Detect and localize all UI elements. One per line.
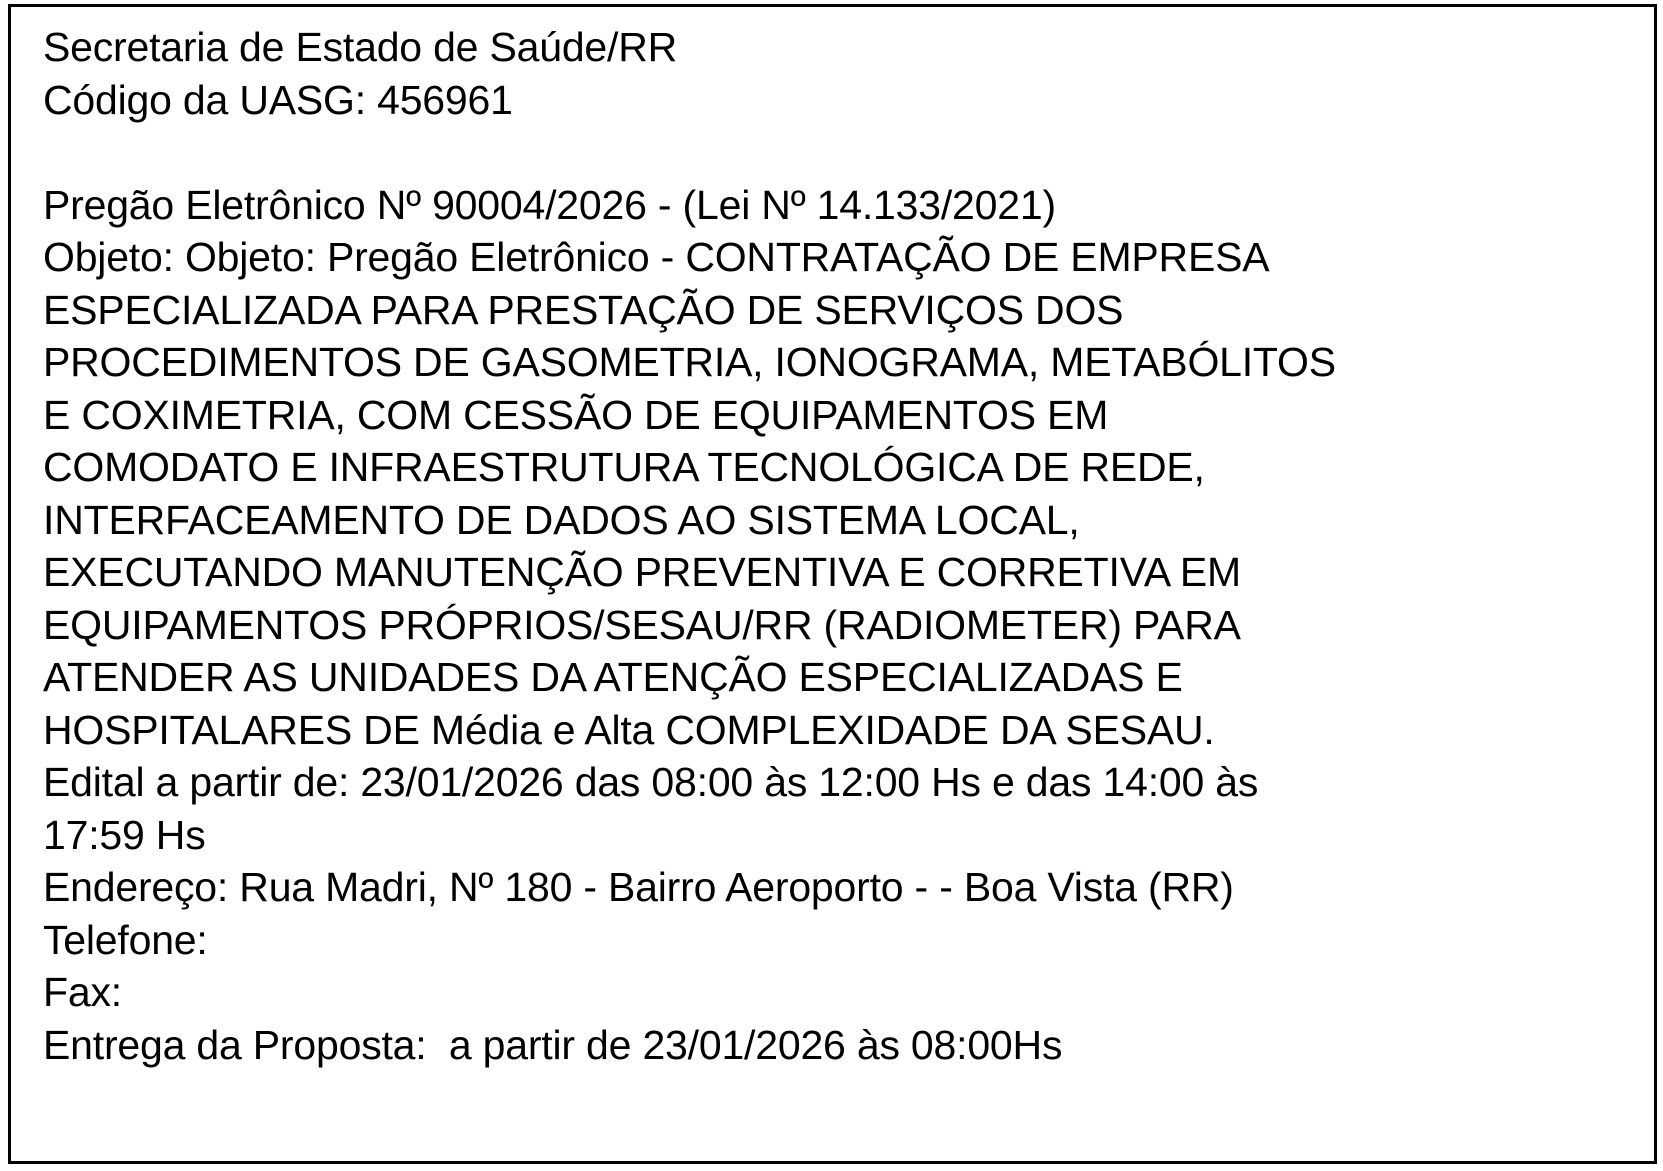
fax-line: Fax: [43,969,122,1015]
edital-line: Edital a partir de: 23/01/2026 das 08:00 às 12:00 Hs e das 14:00 às [43,759,1259,805]
object-line: E COXIMETRIA, COM CESSÃO DE EQUIPAMENTOS EM [43,391,1109,438]
organization-name: Secretaria de Estado de Saúde/RR [43,24,678,70]
object-line: HOSPITALARES DE Média e Alta COMPLEXIDADE DA SESAU. [43,706,1215,753]
object-line: COMODATO E INFRAESTRUTURA TECNOLÓGICA DE REDE, [43,444,1205,490]
bid-block [43,179,1630,1072]
object-line: PROCEDIMENTOS DE GASOMETRIA, IONOGRAMA, METABÓLITOS [43,339,1336,385]
object-line: ATENDER AS UNIDADES DA ATENÇÃO ESPECIALIZADAS E [43,654,1183,700]
organization-block [43,21,1630,126]
proposal-delivery-line: Entrega da Proposta: a partir de 23/01/2026 às 08:00Hs [43,1021,1063,1068]
uasg-code: Código da UASG: 456961 [43,76,513,123]
object-line: ESPECIALIZADA PARA PRESTAÇÃO DE SERVIÇOS DOS [43,286,1124,333]
address-line: Endereço: Rua Madri, Nº 180 - Bairro Aeroporto - - Boa Vista (RR) [43,864,1234,910]
object-line: Objeto: Objeto: Pregão Eletrônico - CONTRATAÇÃO DE EMPRESA [43,234,1270,280]
object-line: EXECUTANDO MANUTENÇÃO PREVENTIVA E CORRETIVA EM [43,549,1241,595]
object-line: EQUIPAMENTOS PRÓPRIOS/SESAU/RR (RADIOMETER) PARA [43,601,1241,648]
object-line: INTERFACEAMENTO DE DADOS AO SISTEMA LOCAL, [43,496,1080,543]
notice-frame [8,4,1657,1164]
bid-header: Pregão Eletrônico Nº 90004/2026 - (Lei Nº 14.133/2021) [43,181,1056,228]
phone-line: Telefone: [43,916,208,963]
edital-line: 17:59 Hs [43,811,206,858]
spacer [43,126,1630,179]
